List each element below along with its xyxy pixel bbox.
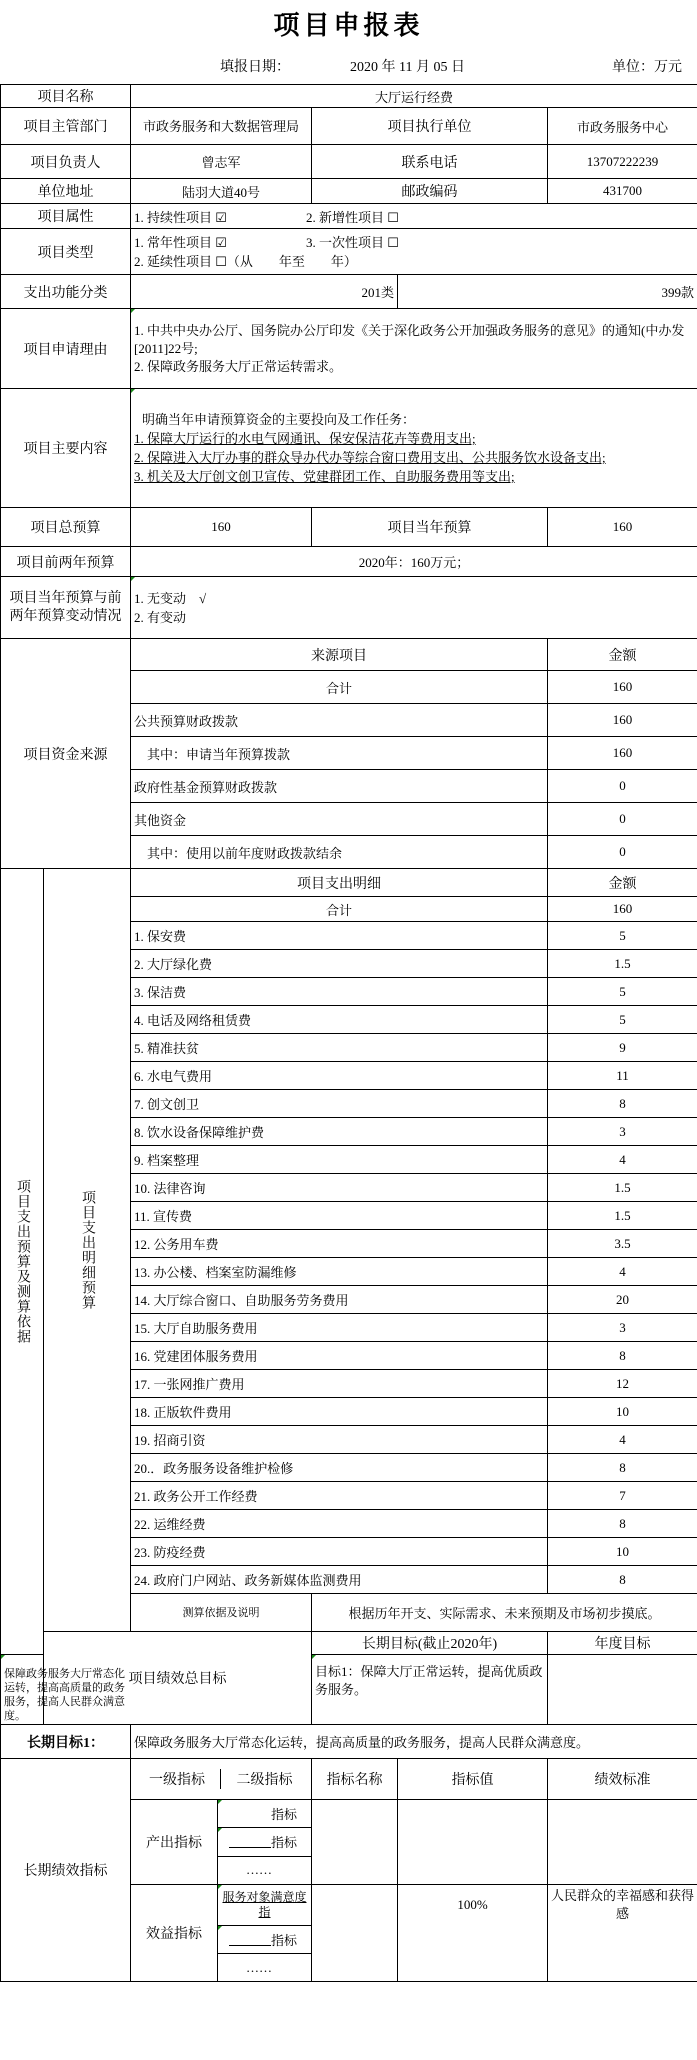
- expense-item-name: 9. 档案整理: [131, 1146, 548, 1174]
- expense-item-name: 3. 保洁费: [131, 978, 548, 1006]
- expense-item-name: 17. 一张网推广费用: [131, 1370, 548, 1398]
- leader-value: 曾志军: [131, 145, 312, 179]
- expense-col-name: 项目支出明细: [131, 869, 548, 897]
- attr-options: [131, 204, 697, 229]
- prev-budget-value: 2020年：160万元；: [131, 547, 697, 577]
- application-form-table: [0, 84, 697, 1982]
- zip-label: 邮政编码: [312, 179, 548, 204]
- output-indicator-1: [218, 1800, 311, 1828]
- expense-item-name: 12. 公务用车费: [131, 1230, 548, 1258]
- content-line-3: 3. 机关及大厅创文创卫宣传、党建群团工作、自助服务费用等支出;: [134, 469, 515, 484]
- funding-label: 项目资金来源: [1, 639, 131, 869]
- satisfaction-value: 100%: [398, 1885, 548, 1982]
- expense-item-name: 18. 正版软件费用: [131, 1398, 548, 1426]
- expense-outer-label: 项目支出预算及测算依据: [15, 1179, 30, 1344]
- expense-item-name: 22. 运维经费: [131, 1510, 548, 1538]
- funding-row-amount: 0: [548, 803, 697, 836]
- expense-item-amount: 5: [548, 1006, 697, 1034]
- content-line-1: 1. 保障大厅运行的水电气网通讯、保安保洁花卉等费用支出;: [134, 431, 476, 446]
- prev-budget-label: 项目前两年预算: [1, 547, 131, 577]
- benefit-indicator-2: [218, 1926, 311, 1954]
- leader-label: 项目负责人: [1, 145, 131, 179]
- expense-item-name: 14. 大厅综合窗口、自助服务劳务费用: [131, 1286, 548, 1314]
- satisfaction-indicator-name: 服务对象满意度 指: [218, 1885, 311, 1926]
- project-name-label: 项目名称: [1, 85, 131, 108]
- exec-unit-value: 市政务服务中心: [548, 108, 697, 145]
- benefit-indicator-more: ……: [246, 1959, 272, 1975]
- date-label: 填报日期：: [220, 60, 290, 75]
- annual-goal-head: 年度目标: [548, 1632, 697, 1655]
- year-budget-value: 160: [548, 508, 697, 547]
- funding-col-amount: 金额: [548, 639, 697, 671]
- expense-item-name: 10. 法律咨询: [131, 1174, 548, 1202]
- expense-item-name: 19. 招商引资: [131, 1426, 548, 1454]
- funding-row-amount: 160: [548, 704, 697, 737]
- attr-option-continuing[interactable]: 1. 持续性项目 ☑: [134, 209, 227, 225]
- expense-item-name: 2. 大厅绿化费: [131, 950, 548, 978]
- output-indicator-2: [218, 1828, 311, 1856]
- funding-row-amount: 160: [548, 737, 697, 770]
- indicator-head-level1-text: 一级指标: [149, 1773, 205, 1788]
- expense-item-amount: 5: [548, 978, 697, 1006]
- expense-item-amount: 11: [548, 1062, 697, 1090]
- reason-label: 项目申请理由: [1, 309, 131, 389]
- output-indicator-more: ……: [246, 1862, 272, 1878]
- benefit-indicator-name-cell[interactable]: [312, 1885, 398, 1982]
- funding-row-name: 其中：使用以前年度财政拨款结余: [131, 836, 548, 869]
- expense-item-name: 7. 创文创卫: [131, 1090, 548, 1118]
- change-option-changed[interactable]: 2. 有变动: [134, 609, 187, 625]
- indicator-head-value: 指标值: [398, 1759, 548, 1800]
- funding-row-amount: 0: [548, 836, 697, 869]
- reason-line-1: 1. 中共中央办公厅、国务院办公厅印发《关于深化政务公开加强政务服务的意见》的通知(中办发[2011]22号;: [134, 322, 685, 356]
- annual-goal-text: 目标1：保障大厅正常运转，提高优质政务服务。: [312, 1655, 548, 1725]
- function-class-label: 支出功能分类: [1, 275, 131, 309]
- funding-row-name: 合计: [131, 671, 548, 704]
- expense-item-amount: 4: [548, 1426, 697, 1454]
- basis-label: 测算依据及说明: [131, 1594, 312, 1632]
- funding-row-name: 其中：申请当年预算拨款: [131, 737, 548, 770]
- expense-item-name: 20.．政务服务设备维护检修: [131, 1454, 548, 1482]
- goal-label: 项目绩效总目标: [44, 1632, 312, 1725]
- expense-item-name: 11. 宣传费: [131, 1202, 548, 1230]
- expense-item-amount: 4: [548, 1146, 697, 1174]
- year-budget-label: 项目当年预算: [312, 508, 548, 547]
- expense-item-amount: 20: [548, 1286, 697, 1314]
- type-option-extended[interactable]: 2. 延续性项目 ☐（从 年至 年）: [134, 253, 357, 269]
- exec-unit-label: 项目执行单位: [312, 108, 548, 145]
- indicator-placeholder[interactable]: 指标: [270, 1835, 297, 1851]
- page-title: 项目申报表: [273, 11, 424, 40]
- expense-total-label: 合计: [131, 897, 548, 922]
- expense-item-amount: 8: [548, 1090, 697, 1118]
- reason-line-2: 2. 保障政务服务大厅正常运转需求。: [134, 358, 343, 374]
- total-budget-label: 项目总预算: [1, 508, 131, 547]
- expense-item-name: 23. 防疫经费: [131, 1538, 548, 1566]
- basis-value: 根据历年开支、实际需求、未来预期及市场初步摸底。: [312, 1594, 697, 1632]
- funding-col-source: 来源项目: [131, 639, 548, 671]
- output-indicator-name-cell[interactable]: [312, 1800, 398, 1885]
- expense-col-amount: 金额: [548, 869, 697, 897]
- expense-item-amount: 3: [548, 1314, 697, 1342]
- content-line-2: 2. 保障进入大厅办事的群众导办代办等综合窗口费用支出、公共服务饮水设备支出;: [134, 450, 606, 465]
- output-indicator-label: 产出指标: [146, 1836, 202, 1851]
- budget-change-options: [131, 577, 697, 639]
- expense-item-amount: 5: [548, 922, 697, 950]
- funding-row-amount: 0: [548, 770, 697, 803]
- change-option-none[interactable]: 1. 无变动 √: [134, 590, 207, 606]
- indicator-blank: [229, 1835, 271, 1848]
- expense-item-amount: 10: [548, 1538, 697, 1566]
- expense-item-name: 5. 精准扶贫: [131, 1034, 548, 1062]
- expense-outer-label-cell: [1, 869, 44, 1655]
- expense-inner-label-cell: [44, 869, 131, 1632]
- expense-item-amount: 1.5: [548, 950, 697, 978]
- expense-item-amount: 4: [548, 1258, 697, 1286]
- indicator-blank: [229, 1933, 271, 1946]
- long-term-goal-text: 保障政务服务大厅常态化运转，提高高质量的政务服务，提高人民群众满意度。: [1, 1655, 131, 1725]
- attr-label: 项目属性: [1, 204, 131, 229]
- funding-row-name: 政府性基金预算财政拨款: [131, 770, 548, 803]
- expense-inner-label: 项目支出明细预算: [80, 1190, 95, 1310]
- expense-item-name: 13. 办公楼、档案室防漏维修: [131, 1258, 548, 1286]
- function-item-value: 399款: [398, 275, 697, 309]
- content-text: [131, 389, 697, 508]
- budget-change-label: 项目当年预算与前两年预算变动情况: [1, 577, 131, 639]
- expense-item-amount: 8: [548, 1342, 697, 1370]
- expense-item-name: 4. 电话及网络租赁费: [131, 1006, 548, 1034]
- total-budget-value: 160: [131, 508, 312, 547]
- expense-item-name: 16. 党建团体服务费用: [131, 1342, 548, 1370]
- expense-item-name: 21. 政务公开工作经费: [131, 1482, 548, 1510]
- phone-label: 联系电话: [312, 145, 548, 179]
- output-indicator-group: [131, 1800, 312, 1885]
- indicator-head-name: 指标名称: [312, 1759, 398, 1800]
- long-goal-1-text: 保障政务服务大厅常态化运转，提高高质量的政务服务，提高人民群众满意度。: [131, 1725, 697, 1759]
- type-label: 项目类型: [1, 229, 131, 275]
- expense-item-name: 15. 大厅自助服务费用: [131, 1314, 548, 1342]
- indicator-label: 长期绩效指标: [1, 1759, 131, 1982]
- type-option-onetime[interactable]: 3. 一次性项目 ☐: [306, 234, 399, 250]
- satisfaction-standard: 人民群众的幸福感和获得感: [548, 1885, 697, 1982]
- long-goal-1-label: 长期目标1：: [1, 1725, 131, 1759]
- funding-row-name: 其他资金: [131, 803, 548, 836]
- funding-row-amount: 160: [548, 671, 697, 704]
- expense-item-amount: 8: [548, 1510, 697, 1538]
- indicator-head-level2-text: 二级指标: [220, 1769, 308, 1789]
- attr-option-new[interactable]: 2. 新增性项目 ☐: [306, 209, 399, 225]
- expense-item-amount: 3: [548, 1118, 697, 1146]
- type-options: [131, 229, 697, 275]
- expense-total-value: 160: [548, 897, 697, 922]
- expense-item-amount: 8: [548, 1454, 697, 1482]
- function-class-value: 201类: [131, 275, 398, 309]
- expense-item-amount: 8: [548, 1566, 697, 1594]
- output-indicator-standard-cell[interactable]: [548, 1800, 697, 1885]
- expense-item-amount: 10: [548, 1398, 697, 1426]
- content-label: 项目主要内容: [1, 389, 131, 508]
- expense-item-amount: 12: [548, 1370, 697, 1398]
- phone-value: 13707222239: [548, 145, 697, 179]
- benefit-indicator-group: [131, 1885, 312, 1982]
- expense-item-amount: 1.5: [548, 1202, 697, 1230]
- content-intro: 明确当年申请预算资金的主要投向及工作任务：: [142, 412, 416, 427]
- expense-item-amount: 7: [548, 1482, 697, 1510]
- dept-label: 项目主管部门: [1, 108, 131, 145]
- project-name-value: 大厅运行经费: [131, 85, 697, 108]
- indicator-head-standard: 绩效标准: [548, 1759, 697, 1800]
- output-indicator-value-cell[interactable]: [398, 1800, 548, 1885]
- indicator-placeholder[interactable]: 指标: [270, 1933, 297, 1948]
- benefit-indicator-label: 效益指标: [146, 1927, 202, 1942]
- indicator-placeholder[interactable]: 指标: [270, 1807, 297, 1823]
- expense-item-amount: 1.5: [548, 1174, 697, 1202]
- expense-item-amount: 9: [548, 1034, 697, 1062]
- expense-item-name: 8. 饮水设备保障维护费: [131, 1118, 548, 1146]
- zip-value: 431700: [548, 179, 697, 204]
- expense-item-name: 6. 水电气费用: [131, 1062, 548, 1090]
- indicator-head-level1: [131, 1759, 312, 1800]
- funding-row-name: 公共预算财政拨款: [131, 704, 548, 737]
- expense-item-name: 1. 保安费: [131, 922, 548, 950]
- reason-text: [131, 309, 697, 389]
- address-value: 陆羽大道40号: [131, 179, 312, 204]
- address-label: 单位地址: [1, 179, 131, 204]
- expense-item-amount: 3.5: [548, 1230, 697, 1258]
- date-value: 2020 年 11 月 05 日: [350, 60, 465, 75]
- long-term-goal-head: 长期目标(截止2020年): [312, 1632, 548, 1655]
- expense-item-name: 24. 政府门户网站、政务新媒体监测费用: [131, 1566, 548, 1594]
- unit-label: 单位：万元: [612, 60, 682, 75]
- dept-value: 市政务服务和大数据管理局: [131, 108, 312, 145]
- type-option-annual[interactable]: 1. 常年性项目 ☑: [134, 234, 227, 250]
